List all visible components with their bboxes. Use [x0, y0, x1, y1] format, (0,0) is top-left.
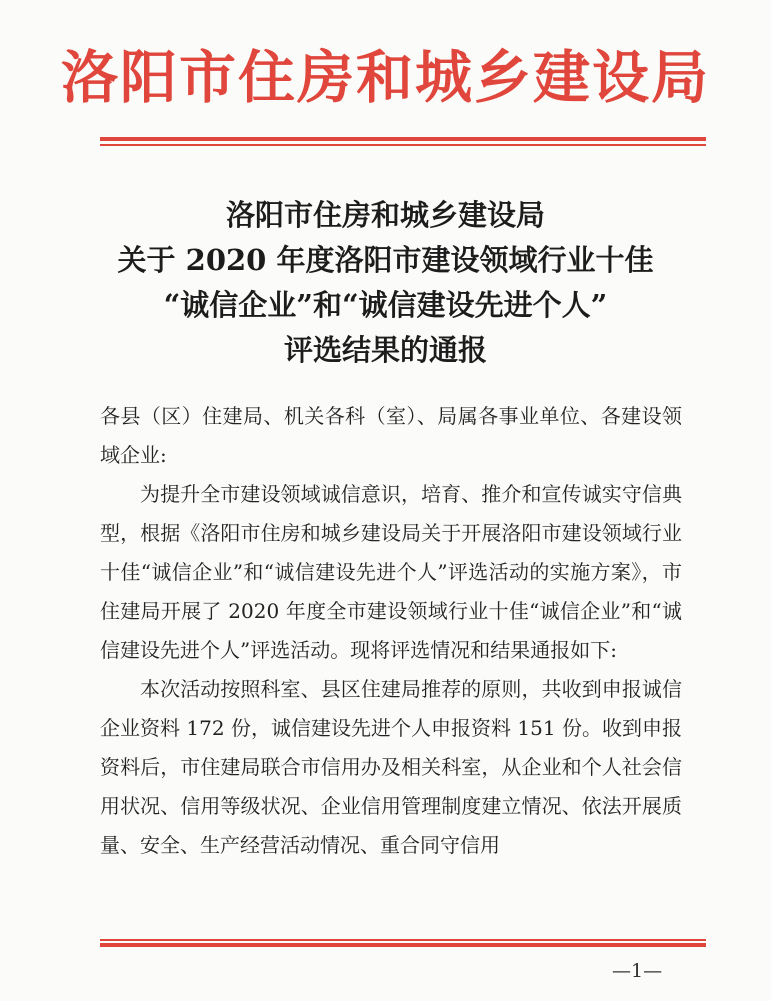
footer-rule-thick	[100, 943, 706, 947]
page-number: —1—	[612, 960, 663, 982]
body-paragraph: 本次活动按照科室、县区住建局推荐的原则，共收到申报诚信企业资料 172 份，诚信建设先进个人申报资料 151 份。收到申报资料后，市住建局联合市信用办及相关科室，从企业和个人社会信用状况、信用等级状况、企业信用管理制度建立情况、依法开展质量、安全、生产经营活动情况、重合同守信用	[100, 677, 682, 857]
title-line: 关于 2020 年度洛阳市建设领域行业十佳	[117, 243, 654, 277]
title-line: “诚信企业”和“诚信建设先进个人”	[163, 288, 608, 322]
salutation: 各县（区）住建局、机关各科（室）、局属各事业单位、各建设领域企业:	[100, 404, 682, 467]
document-title	[0, 193, 771, 373]
footer-rule-thin	[100, 939, 706, 941]
letterhead-rule-thin	[100, 144, 706, 146]
letterhead-rule-thick	[100, 137, 706, 141]
body-paragraph: 为提升全市建设领域诚信意识，培育、推介和宣传诚实守信典型，根据《洛阳市住房和城乡建设局关于开展洛阳市建设领域行业十佳“诚信企业”和“诚信建设先进个人”评选活动的实施方案》，市住建局开展了 2020 年度全市建设领域行业十佳“诚信企业”和“诚信建设先进个人”评选活动。现将评选情况和结果通报如下:	[100, 482, 682, 662]
document-body	[100, 397, 682, 865]
title-line: 洛阳市住房和城乡建设局	[225, 198, 545, 232]
letterhead-title: 洛阳市住房和城乡建设局	[61, 44, 710, 111]
title-line: 评选结果的通报	[283, 333, 487, 367]
